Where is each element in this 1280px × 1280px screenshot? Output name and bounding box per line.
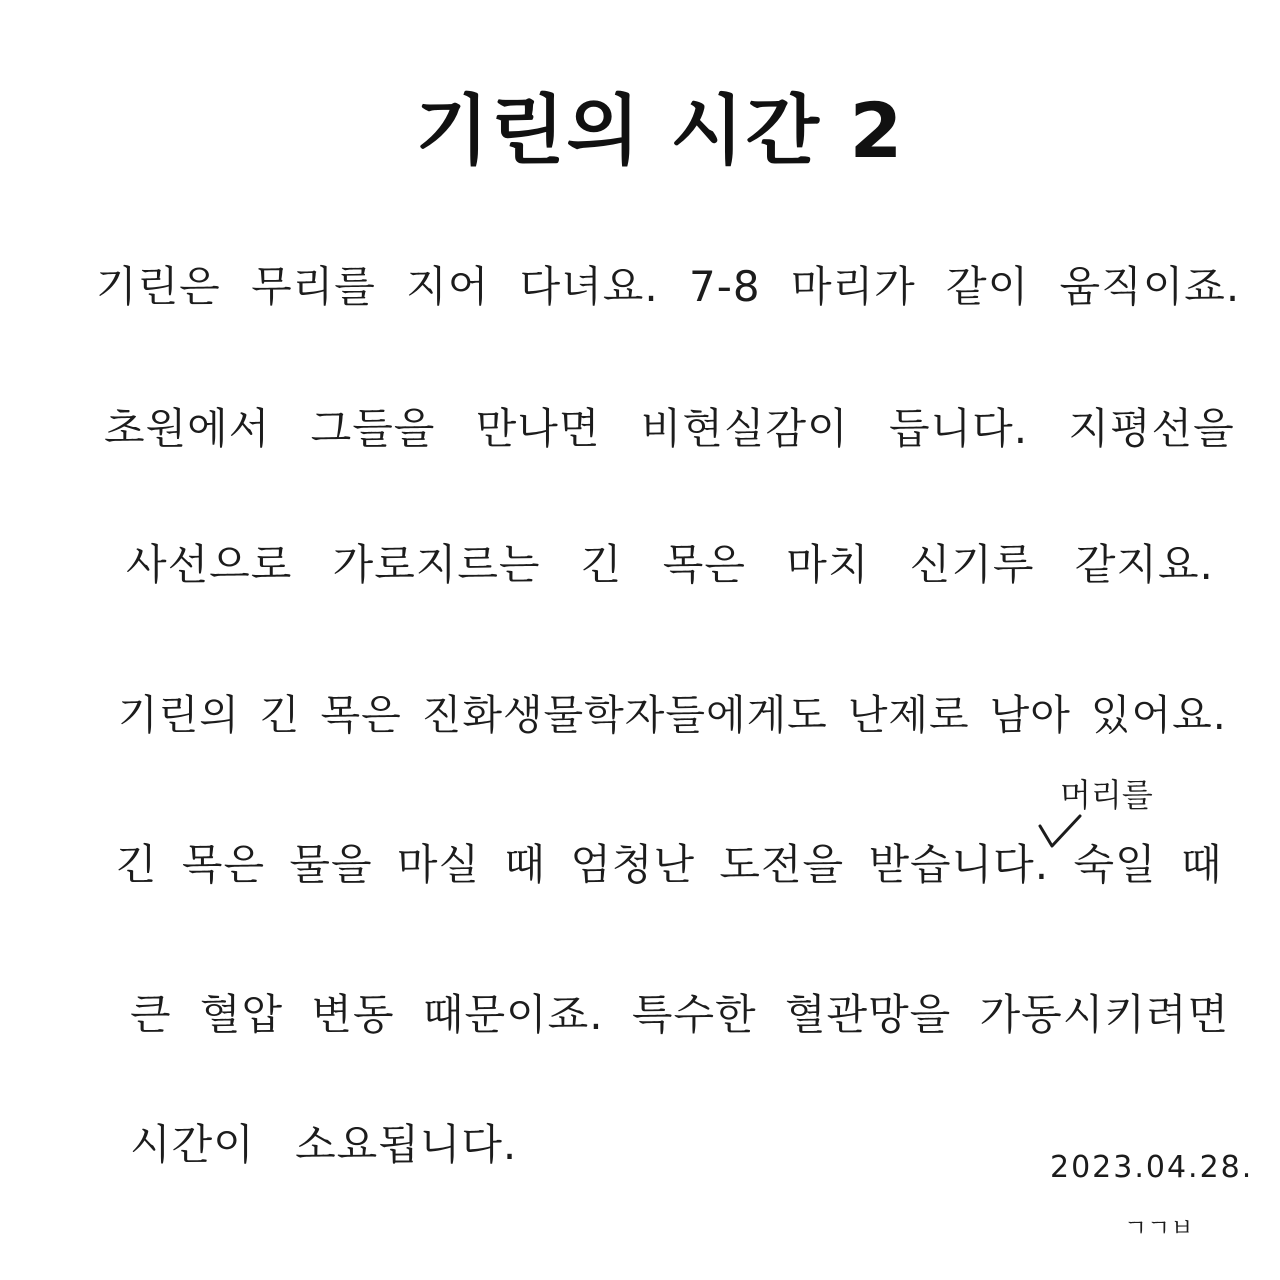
text-line-4: 기린의 긴 목은 진화생물학자들에게도 난제로 남아 있어요. (118, 691, 1227, 739)
inserted-word: 머리를 (1060, 776, 1153, 814)
text-line-2: 초원에서 그들을 만나면 비현실감이 듭니다. 지평선을 (104, 404, 1235, 453)
text-line-3: 사선으로 가로지르는 긴 목은 마치 신기루 같지요. (126, 540, 1214, 589)
signature: ㄱㄱㅂ (1124, 1214, 1194, 1242)
date: 2023.04.28. (1050, 1150, 1254, 1185)
text-line-6: 큰 혈압 변동 때문이죠. 특수한 혈관망을 가동시키려면 (130, 990, 1230, 1039)
text-line-1: 기린은 무리를 지어 다녀요. 7-8 마리가 같이 움직이죠. (96, 262, 1241, 311)
text-line-7: 시간이 소요됩니다. (130, 1120, 518, 1169)
text-line-5: 긴 목은 물을 마실 때 엄청난 도전을 받습니다. 숙일 때 (116, 840, 1223, 889)
page-title: 기린의 시간 2 (415, 86, 905, 175)
